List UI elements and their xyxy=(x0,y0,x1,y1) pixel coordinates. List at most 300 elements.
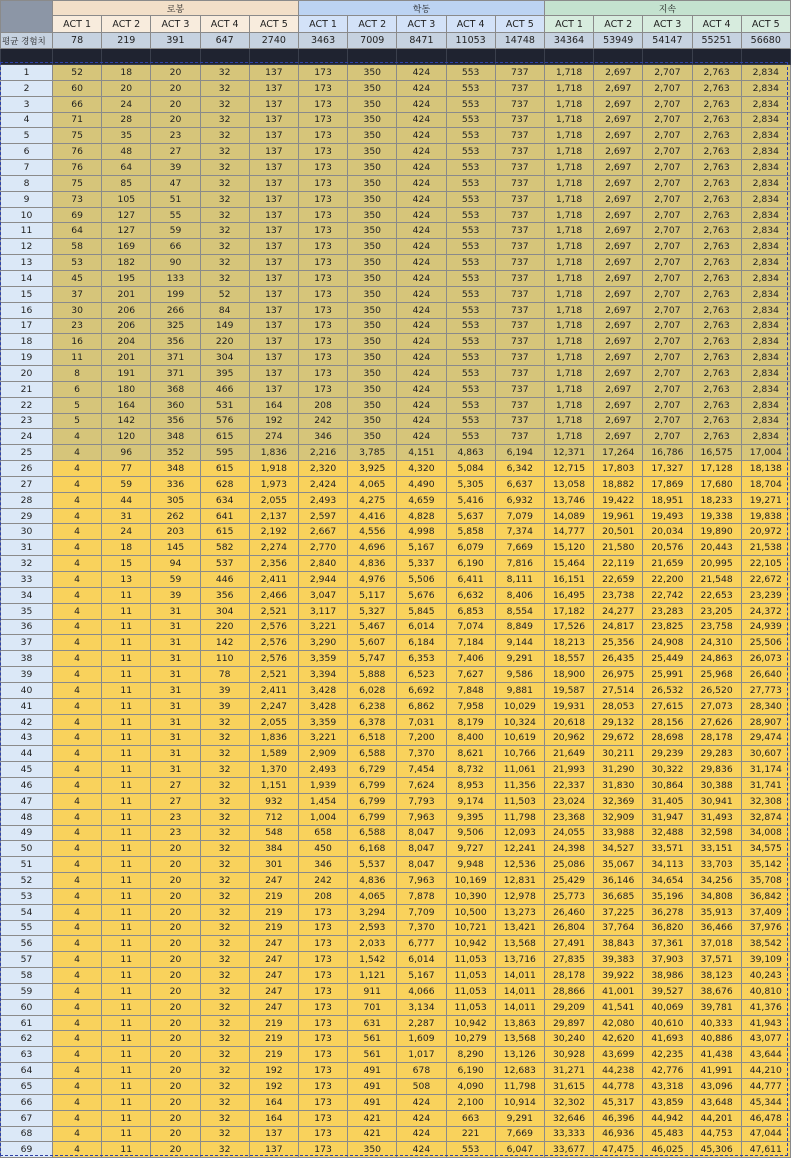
data-cell[interactable]: 2,707 xyxy=(643,397,692,413)
data-cell[interactable]: 2,667 xyxy=(298,524,347,540)
data-cell[interactable]: 149 xyxy=(200,318,249,334)
data-cell[interactable]: 1,718 xyxy=(544,65,593,81)
row-index-cell[interactable]: 53 xyxy=(1,888,53,904)
data-cell[interactable]: 8,047 xyxy=(397,841,446,857)
data-cell[interactable]: 43,096 xyxy=(692,1079,741,1095)
data-cell[interactable]: 36,820 xyxy=(643,920,692,936)
data-cell[interactable]: 5 xyxy=(53,397,102,413)
data-cell[interactable]: 137 xyxy=(249,381,298,397)
data-cell[interactable]: 615 xyxy=(200,461,249,477)
data-cell[interactable]: 66 xyxy=(151,239,200,255)
data-cell[interactable]: 25,356 xyxy=(594,635,643,651)
data-cell[interactable]: 41,376 xyxy=(741,999,790,1015)
data-cell[interactable]: 19,890 xyxy=(692,524,741,540)
data-cell[interactable]: 32 xyxy=(200,1047,249,1063)
data-cell[interactable]: 6,932 xyxy=(495,492,544,508)
data-cell[interactable]: 191 xyxy=(102,366,151,382)
data-cell[interactable]: 11 xyxy=(102,888,151,904)
row-index-cell[interactable]: 54 xyxy=(1,904,53,920)
data-cell[interactable]: 23 xyxy=(151,128,200,144)
data-cell[interactable]: 424 xyxy=(397,96,446,112)
data-cell[interactable]: 350 xyxy=(348,350,397,366)
data-cell[interactable]: 1,939 xyxy=(298,777,347,793)
data-cell[interactable]: 2,707 xyxy=(643,381,692,397)
data-cell[interactable]: 24 xyxy=(102,96,151,112)
data-cell[interactable]: 38,542 xyxy=(741,936,790,952)
data-cell[interactable]: 32 xyxy=(200,873,249,889)
data-cell[interactable]: 491 xyxy=(348,1079,397,1095)
data-cell[interactable]: 75 xyxy=(53,175,102,191)
act-header-rest-4[interactable]: ACT 4 xyxy=(446,16,495,33)
row-index-cell[interactable]: 52 xyxy=(1,873,53,889)
data-cell[interactable]: 2,763 xyxy=(692,286,741,302)
data-cell[interactable]: 32 xyxy=(200,223,249,239)
data-cell[interactable]: 173 xyxy=(298,318,347,334)
data-cell[interactable]: 247 xyxy=(249,873,298,889)
data-cell[interactable]: 133 xyxy=(151,270,200,286)
data-cell[interactable]: 20 xyxy=(151,904,200,920)
data-cell[interactable]: 1,718 xyxy=(544,318,593,334)
data-cell[interactable]: 45 xyxy=(53,270,102,286)
data-cell[interactable]: 32 xyxy=(200,999,249,1015)
data-cell[interactable]: 368 xyxy=(151,381,200,397)
data-cell[interactable]: 2,697 xyxy=(594,302,643,318)
data-cell[interactable]: 8,179 xyxy=(446,714,495,730)
data-cell[interactable]: 2,576 xyxy=(249,651,298,667)
data-cell[interactable]: 2,597 xyxy=(298,508,347,524)
data-cell[interactable]: 531 xyxy=(200,397,249,413)
data-cell[interactable]: 13,716 xyxy=(495,952,544,968)
data-cell[interactable]: 2,707 xyxy=(643,334,692,350)
data-cell[interactable]: 615 xyxy=(200,524,249,540)
data-cell[interactable]: 1,718 xyxy=(544,350,593,366)
data-cell[interactable]: 44,210 xyxy=(741,1063,790,1079)
data-cell[interactable]: 1,718 xyxy=(544,239,593,255)
data-cell[interactable]: 2,356 xyxy=(249,556,298,572)
data-cell[interactable]: 32 xyxy=(200,112,249,128)
data-cell[interactable]: 32 xyxy=(200,1142,249,1158)
data-cell[interactable]: 2,707 xyxy=(643,144,692,160)
data-cell[interactable]: 23,239 xyxy=(741,587,790,603)
data-cell[interactable]: 52 xyxy=(200,286,249,302)
row-index-cell[interactable]: 62 xyxy=(1,1031,53,1047)
data-cell[interactable]: 2,055 xyxy=(249,714,298,730)
data-cell[interactable]: 10,914 xyxy=(495,1094,544,1110)
data-cell[interactable]: 40,810 xyxy=(741,983,790,999)
data-cell[interactable]: 31,741 xyxy=(741,777,790,793)
data-cell[interactable]: 2,763 xyxy=(692,65,741,81)
data-cell[interactable]: 553 xyxy=(446,429,495,445)
data-cell[interactable]: 34,113 xyxy=(643,857,692,873)
data-cell[interactable]: 11 xyxy=(102,1142,151,1158)
data-cell[interactable]: 42,776 xyxy=(643,1063,692,1079)
data-cell[interactable]: 424 xyxy=(397,255,446,271)
data-cell[interactable]: 553 xyxy=(446,286,495,302)
data-cell[interactable]: 4,998 xyxy=(397,524,446,540)
data-cell[interactable]: 64 xyxy=(102,160,151,176)
row-index-cell[interactable]: 67 xyxy=(1,1110,53,1126)
data-cell[interactable]: 305 xyxy=(151,492,200,508)
data-cell[interactable]: 53 xyxy=(53,255,102,271)
data-cell[interactable]: 5 xyxy=(53,413,102,429)
data-cell[interactable]: 932 xyxy=(249,793,298,809)
data-cell[interactable]: 27,626 xyxy=(692,714,741,730)
data-cell[interactable]: 25,449 xyxy=(643,651,692,667)
data-cell[interactable]: 2,763 xyxy=(692,80,741,96)
act-header-keep-2[interactable]: ACT 2 xyxy=(594,16,643,33)
data-cell[interactable]: 38,123 xyxy=(692,968,741,984)
data-cell[interactable]: 145 xyxy=(151,540,200,556)
data-cell[interactable]: 2,763 xyxy=(692,413,741,429)
data-cell[interactable]: 173 xyxy=(298,302,347,318)
data-cell[interactable]: 39,922 xyxy=(594,968,643,984)
data-cell[interactable]: 5,607 xyxy=(348,635,397,651)
data-cell[interactable]: 356 xyxy=(151,334,200,350)
data-cell[interactable]: 631 xyxy=(348,1015,397,1031)
row-index-cell[interactable]: 28 xyxy=(1,492,53,508)
row-index-cell[interactable]: 42 xyxy=(1,714,53,730)
data-cell[interactable]: 553 xyxy=(446,255,495,271)
data-cell[interactable]: 25,429 xyxy=(544,873,593,889)
row-index-cell[interactable]: 19 xyxy=(1,350,53,366)
data-cell[interactable]: 137 xyxy=(249,350,298,366)
data-cell[interactable]: 4 xyxy=(53,825,102,841)
data-cell[interactable]: 678 xyxy=(397,1063,446,1079)
data-cell[interactable]: 173 xyxy=(298,112,347,128)
data-cell[interactable]: 4 xyxy=(53,968,102,984)
data-cell[interactable]: 424 xyxy=(397,207,446,223)
data-cell[interactable]: 12,715 xyxy=(544,461,593,477)
data-cell[interactable]: 32,302 xyxy=(544,1094,593,1110)
data-cell[interactable]: 11,053 xyxy=(446,983,495,999)
data-cell[interactable]: 20 xyxy=(151,96,200,112)
data-cell[interactable]: 39 xyxy=(200,682,249,698)
data-cell[interactable]: 1,718 xyxy=(544,429,593,445)
data-cell[interactable]: 17,182 xyxy=(544,603,593,619)
data-cell[interactable]: 350 xyxy=(348,96,397,112)
data-cell[interactable]: 31 xyxy=(102,508,151,524)
data-cell[interactable]: 737 xyxy=(495,318,544,334)
data-cell[interactable]: 35 xyxy=(102,128,151,144)
data-cell[interactable]: 137 xyxy=(249,207,298,223)
data-cell[interactable]: 508 xyxy=(397,1079,446,1095)
data-cell[interactable]: 4 xyxy=(53,476,102,492)
data-cell[interactable]: 6,588 xyxy=(348,825,397,841)
data-cell[interactable]: 173 xyxy=(298,1126,347,1142)
data-cell[interactable]: 737 xyxy=(495,112,544,128)
data-cell[interactable]: 424 xyxy=(397,270,446,286)
act-header-keep-4[interactable]: ACT 4 xyxy=(692,16,741,33)
data-cell[interactable]: 2,707 xyxy=(643,80,692,96)
data-cell[interactable]: 553 xyxy=(446,144,495,160)
data-cell[interactable]: 11 xyxy=(102,857,151,873)
row-index-cell[interactable]: 65 xyxy=(1,1079,53,1095)
data-cell[interactable]: 4 xyxy=(53,508,102,524)
data-cell[interactable]: 28,053 xyxy=(594,698,643,714)
data-cell[interactable]: 8,406 xyxy=(495,587,544,603)
data-cell[interactable]: 7,669 xyxy=(495,540,544,556)
data-cell[interactable]: 6,047 xyxy=(495,1142,544,1158)
average-value-cell[interactable]: 34364 xyxy=(544,33,593,49)
row-index-cell[interactable]: 1 xyxy=(1,65,53,81)
data-cell[interactable]: 137 xyxy=(249,191,298,207)
data-cell[interactable]: 424 xyxy=(397,144,446,160)
data-cell[interactable]: 10,942 xyxy=(446,936,495,952)
data-cell[interactable]: 39,109 xyxy=(741,952,790,968)
data-cell[interactable]: 11 xyxy=(102,1110,151,1126)
data-cell[interactable]: 47 xyxy=(151,175,200,191)
data-cell[interactable]: 17,680 xyxy=(692,476,741,492)
data-cell[interactable]: 2,707 xyxy=(643,255,692,271)
data-cell[interactable]: 4,836 xyxy=(348,556,397,572)
data-cell[interactable]: 14,777 xyxy=(544,524,593,540)
data-cell[interactable]: 11 xyxy=(102,730,151,746)
data-cell[interactable]: 2,763 xyxy=(692,270,741,286)
data-cell[interactable]: 348 xyxy=(151,461,200,477)
data-cell[interactable]: 424 xyxy=(397,302,446,318)
data-cell[interactable]: 142 xyxy=(200,635,249,651)
row-index-cell[interactable]: 13 xyxy=(1,255,53,271)
row-index-cell[interactable]: 58 xyxy=(1,968,53,984)
data-cell[interactable]: 41,001 xyxy=(594,983,643,999)
data-cell[interactable]: 4 xyxy=(53,793,102,809)
data-cell[interactable]: 38,676 xyxy=(692,983,741,999)
data-cell[interactable]: 173 xyxy=(298,983,347,999)
data-cell[interactable]: 173 xyxy=(298,904,347,920)
data-cell[interactable]: 32 xyxy=(200,968,249,984)
data-cell[interactable]: 3,925 xyxy=(348,461,397,477)
data-cell[interactable]: 4 xyxy=(53,1015,102,1031)
data-cell[interactable]: 737 xyxy=(495,366,544,382)
data-cell[interactable]: 4 xyxy=(53,1063,102,1079)
data-cell[interactable]: 26,460 xyxy=(544,904,593,920)
data-cell[interactable]: 10,324 xyxy=(495,714,544,730)
data-cell[interactable]: 14,089 xyxy=(544,508,593,524)
data-cell[interactable]: 4,066 xyxy=(397,983,446,999)
data-cell[interactable]: 27 xyxy=(151,793,200,809)
data-cell[interactable]: 40,610 xyxy=(643,1015,692,1031)
data-cell[interactable]: 4 xyxy=(53,651,102,667)
data-cell[interactable]: 11 xyxy=(102,587,151,603)
data-cell[interactable]: 219 xyxy=(249,888,298,904)
data-cell[interactable]: 11 xyxy=(102,714,151,730)
data-cell[interactable]: 11 xyxy=(102,1031,151,1047)
data-cell[interactable]: 7,878 xyxy=(397,888,446,904)
row-index-cell[interactable]: 46 xyxy=(1,777,53,793)
data-cell[interactable]: 85 xyxy=(102,175,151,191)
data-cell[interactable]: 2,707 xyxy=(643,350,692,366)
data-cell[interactable]: 11 xyxy=(102,651,151,667)
data-cell[interactable]: 1,836 xyxy=(249,730,298,746)
data-cell[interactable]: 242 xyxy=(298,873,347,889)
data-cell[interactable]: 424 xyxy=(397,112,446,128)
data-cell[interactable]: 350 xyxy=(348,223,397,239)
data-cell[interactable]: 36,466 xyxy=(692,920,741,936)
data-cell[interactable]: 446 xyxy=(200,572,249,588)
data-cell[interactable]: 44,777 xyxy=(741,1079,790,1095)
data-cell[interactable]: 6,518 xyxy=(348,730,397,746)
data-cell[interactable]: 424 xyxy=(397,350,446,366)
data-cell[interactable]: 31,271 xyxy=(544,1063,593,1079)
data-cell[interactable]: 30 xyxy=(53,302,102,318)
data-cell[interactable]: 2,763 xyxy=(692,96,741,112)
data-cell[interactable]: 2,411 xyxy=(249,682,298,698)
data-cell[interactable]: 20 xyxy=(151,920,200,936)
data-cell[interactable]: 45,306 xyxy=(692,1142,741,1158)
data-cell[interactable]: 23,205 xyxy=(692,603,741,619)
data-cell[interactable]: 201 xyxy=(102,286,151,302)
data-cell[interactable]: 32,909 xyxy=(594,809,643,825)
data-cell[interactable]: 29,283 xyxy=(692,746,741,762)
data-cell[interactable]: 28,340 xyxy=(741,698,790,714)
data-cell[interactable]: 20,576 xyxy=(643,540,692,556)
data-cell[interactable]: 23 xyxy=(151,825,200,841)
data-cell[interactable]: 206 xyxy=(102,318,151,334)
data-cell[interactable]: 173 xyxy=(298,255,347,271)
data-cell[interactable]: 30,864 xyxy=(643,777,692,793)
data-cell[interactable]: 466 xyxy=(200,381,249,397)
data-cell[interactable]: 737 xyxy=(495,223,544,239)
data-cell[interactable]: 2,697 xyxy=(594,255,643,271)
data-cell[interactable]: 32 xyxy=(200,191,249,207)
data-cell[interactable]: 11,053 xyxy=(446,952,495,968)
data-cell[interactable]: 7,624 xyxy=(397,777,446,793)
data-cell[interactable]: 5,167 xyxy=(397,968,446,984)
row-index-cell[interactable]: 57 xyxy=(1,952,53,968)
data-cell[interactable]: 2,770 xyxy=(298,540,347,556)
data-cell[interactable]: 164 xyxy=(249,397,298,413)
data-cell[interactable]: 2,834 xyxy=(741,270,790,286)
data-cell[interactable]: 20 xyxy=(151,857,200,873)
data-cell[interactable]: 2,834 xyxy=(741,223,790,239)
data-cell[interactable]: 32 xyxy=(200,714,249,730)
data-cell[interactable]: 24,372 xyxy=(741,603,790,619)
data-cell[interactable]: 737 xyxy=(495,160,544,176)
data-cell[interactable]: 737 xyxy=(495,239,544,255)
data-cell[interactable]: 18 xyxy=(102,65,151,81)
data-cell[interactable]: 22,105 xyxy=(741,556,790,572)
data-cell[interactable]: 20,618 xyxy=(544,714,593,730)
data-cell[interactable]: 4 xyxy=(53,635,102,651)
row-index-cell[interactable]: 34 xyxy=(1,587,53,603)
data-cell[interactable]: 553 xyxy=(446,175,495,191)
data-cell[interactable]: 1,151 xyxy=(249,777,298,793)
data-cell[interactable]: 9,586 xyxy=(495,667,544,683)
data-cell[interactable]: 41,943 xyxy=(741,1015,790,1031)
data-cell[interactable]: 37 xyxy=(53,286,102,302)
data-cell[interactable]: 424 xyxy=(397,397,446,413)
data-cell[interactable]: 4 xyxy=(53,492,102,508)
average-value-cell[interactable]: 11053 xyxy=(446,33,495,49)
data-cell[interactable]: 34,654 xyxy=(643,873,692,889)
data-cell[interactable]: 2,707 xyxy=(643,286,692,302)
data-cell[interactable]: 6,184 xyxy=(397,635,446,651)
data-cell[interactable]: 2,763 xyxy=(692,334,741,350)
data-cell[interactable]: 2,763 xyxy=(692,397,741,413)
data-cell[interactable]: 173 xyxy=(298,96,347,112)
data-cell[interactable]: 9,727 xyxy=(446,841,495,857)
data-cell[interactable]: 11 xyxy=(102,777,151,793)
data-cell[interactable]: 2,763 xyxy=(692,128,741,144)
data-cell[interactable]: 1,718 xyxy=(544,144,593,160)
data-cell[interactable]: 1,718 xyxy=(544,112,593,128)
data-cell[interactable]: 32,308 xyxy=(741,793,790,809)
data-cell[interactable]: 2,834 xyxy=(741,350,790,366)
data-cell[interactable]: 4 xyxy=(53,936,102,952)
data-cell[interactable]: 22,200 xyxy=(643,572,692,588)
data-cell[interactable]: 634 xyxy=(200,492,249,508)
data-cell[interactable]: 47,611 xyxy=(741,1142,790,1158)
data-cell[interactable]: 26,975 xyxy=(594,667,643,683)
data-cell[interactable]: 548 xyxy=(249,825,298,841)
row-index-cell[interactable]: 36 xyxy=(1,619,53,635)
data-cell[interactable]: 220 xyxy=(200,619,249,635)
data-cell[interactable]: 11,053 xyxy=(446,999,495,1015)
data-cell[interactable]: 576 xyxy=(200,413,249,429)
row-index-cell[interactable]: 30 xyxy=(1,524,53,540)
data-cell[interactable]: 2,834 xyxy=(741,318,790,334)
data-cell[interactable]: 43,699 xyxy=(594,1047,643,1063)
data-cell[interactable]: 33,677 xyxy=(544,1142,593,1158)
data-cell[interactable]: 30,240 xyxy=(544,1031,593,1047)
data-cell[interactable]: 395 xyxy=(200,366,249,382)
data-cell[interactable]: 384 xyxy=(249,841,298,857)
data-cell[interactable]: 737 xyxy=(495,350,544,366)
data-cell[interactable]: 32 xyxy=(200,857,249,873)
data-cell[interactable]: 31 xyxy=(151,698,200,714)
data-cell[interactable]: 3,359 xyxy=(298,651,347,667)
data-cell[interactable]: 40,069 xyxy=(643,999,692,1015)
data-cell[interactable]: 25,991 xyxy=(643,667,692,683)
data-cell[interactable]: 203 xyxy=(151,524,200,540)
data-cell[interactable]: 5,084 xyxy=(446,461,495,477)
data-cell[interactable]: 247 xyxy=(249,968,298,984)
data-cell[interactable]: 24 xyxy=(102,524,151,540)
data-cell[interactable]: 32 xyxy=(200,825,249,841)
data-cell[interactable]: 201 xyxy=(102,350,151,366)
data-cell[interactable]: 35,067 xyxy=(594,857,643,873)
row-index-cell[interactable]: 6 xyxy=(1,144,53,160)
data-cell[interactable]: 32,488 xyxy=(643,825,692,841)
data-cell[interactable]: 16,495 xyxy=(544,587,593,603)
data-cell[interactable]: 221 xyxy=(446,1126,495,1142)
row-index-cell[interactable]: 64 xyxy=(1,1063,53,1079)
data-cell[interactable]: 6,014 xyxy=(397,952,446,968)
data-cell[interactable]: 2,697 xyxy=(594,270,643,286)
data-cell[interactable]: 7,374 xyxy=(495,524,544,540)
data-cell[interactable]: 180 xyxy=(102,381,151,397)
data-cell[interactable]: 29,474 xyxy=(741,730,790,746)
data-cell[interactable]: 663 xyxy=(446,1110,495,1126)
data-cell[interactable]: 173 xyxy=(298,1015,347,1031)
data-cell[interactable]: 41,693 xyxy=(643,1031,692,1047)
row-index-cell[interactable]: 29 xyxy=(1,508,53,524)
data-cell[interactable]: 32 xyxy=(200,239,249,255)
data-cell[interactable]: 421 xyxy=(348,1126,397,1142)
row-index-cell[interactable]: 22 xyxy=(1,397,53,413)
data-cell[interactable]: 2,834 xyxy=(741,160,790,176)
data-cell[interactable]: 11 xyxy=(102,667,151,683)
data-cell[interactable]: 11 xyxy=(102,1063,151,1079)
data-cell[interactable]: 11,356 xyxy=(495,777,544,793)
data-cell[interactable]: 21,649 xyxy=(544,746,593,762)
data-cell[interactable]: 11 xyxy=(102,873,151,889)
data-cell[interactable]: 350 xyxy=(348,366,397,382)
data-cell[interactable]: 32 xyxy=(200,160,249,176)
row-index-cell[interactable]: 2 xyxy=(1,80,53,96)
data-cell[interactable]: 4,320 xyxy=(397,461,446,477)
data-cell[interactable]: 737 xyxy=(495,191,544,207)
